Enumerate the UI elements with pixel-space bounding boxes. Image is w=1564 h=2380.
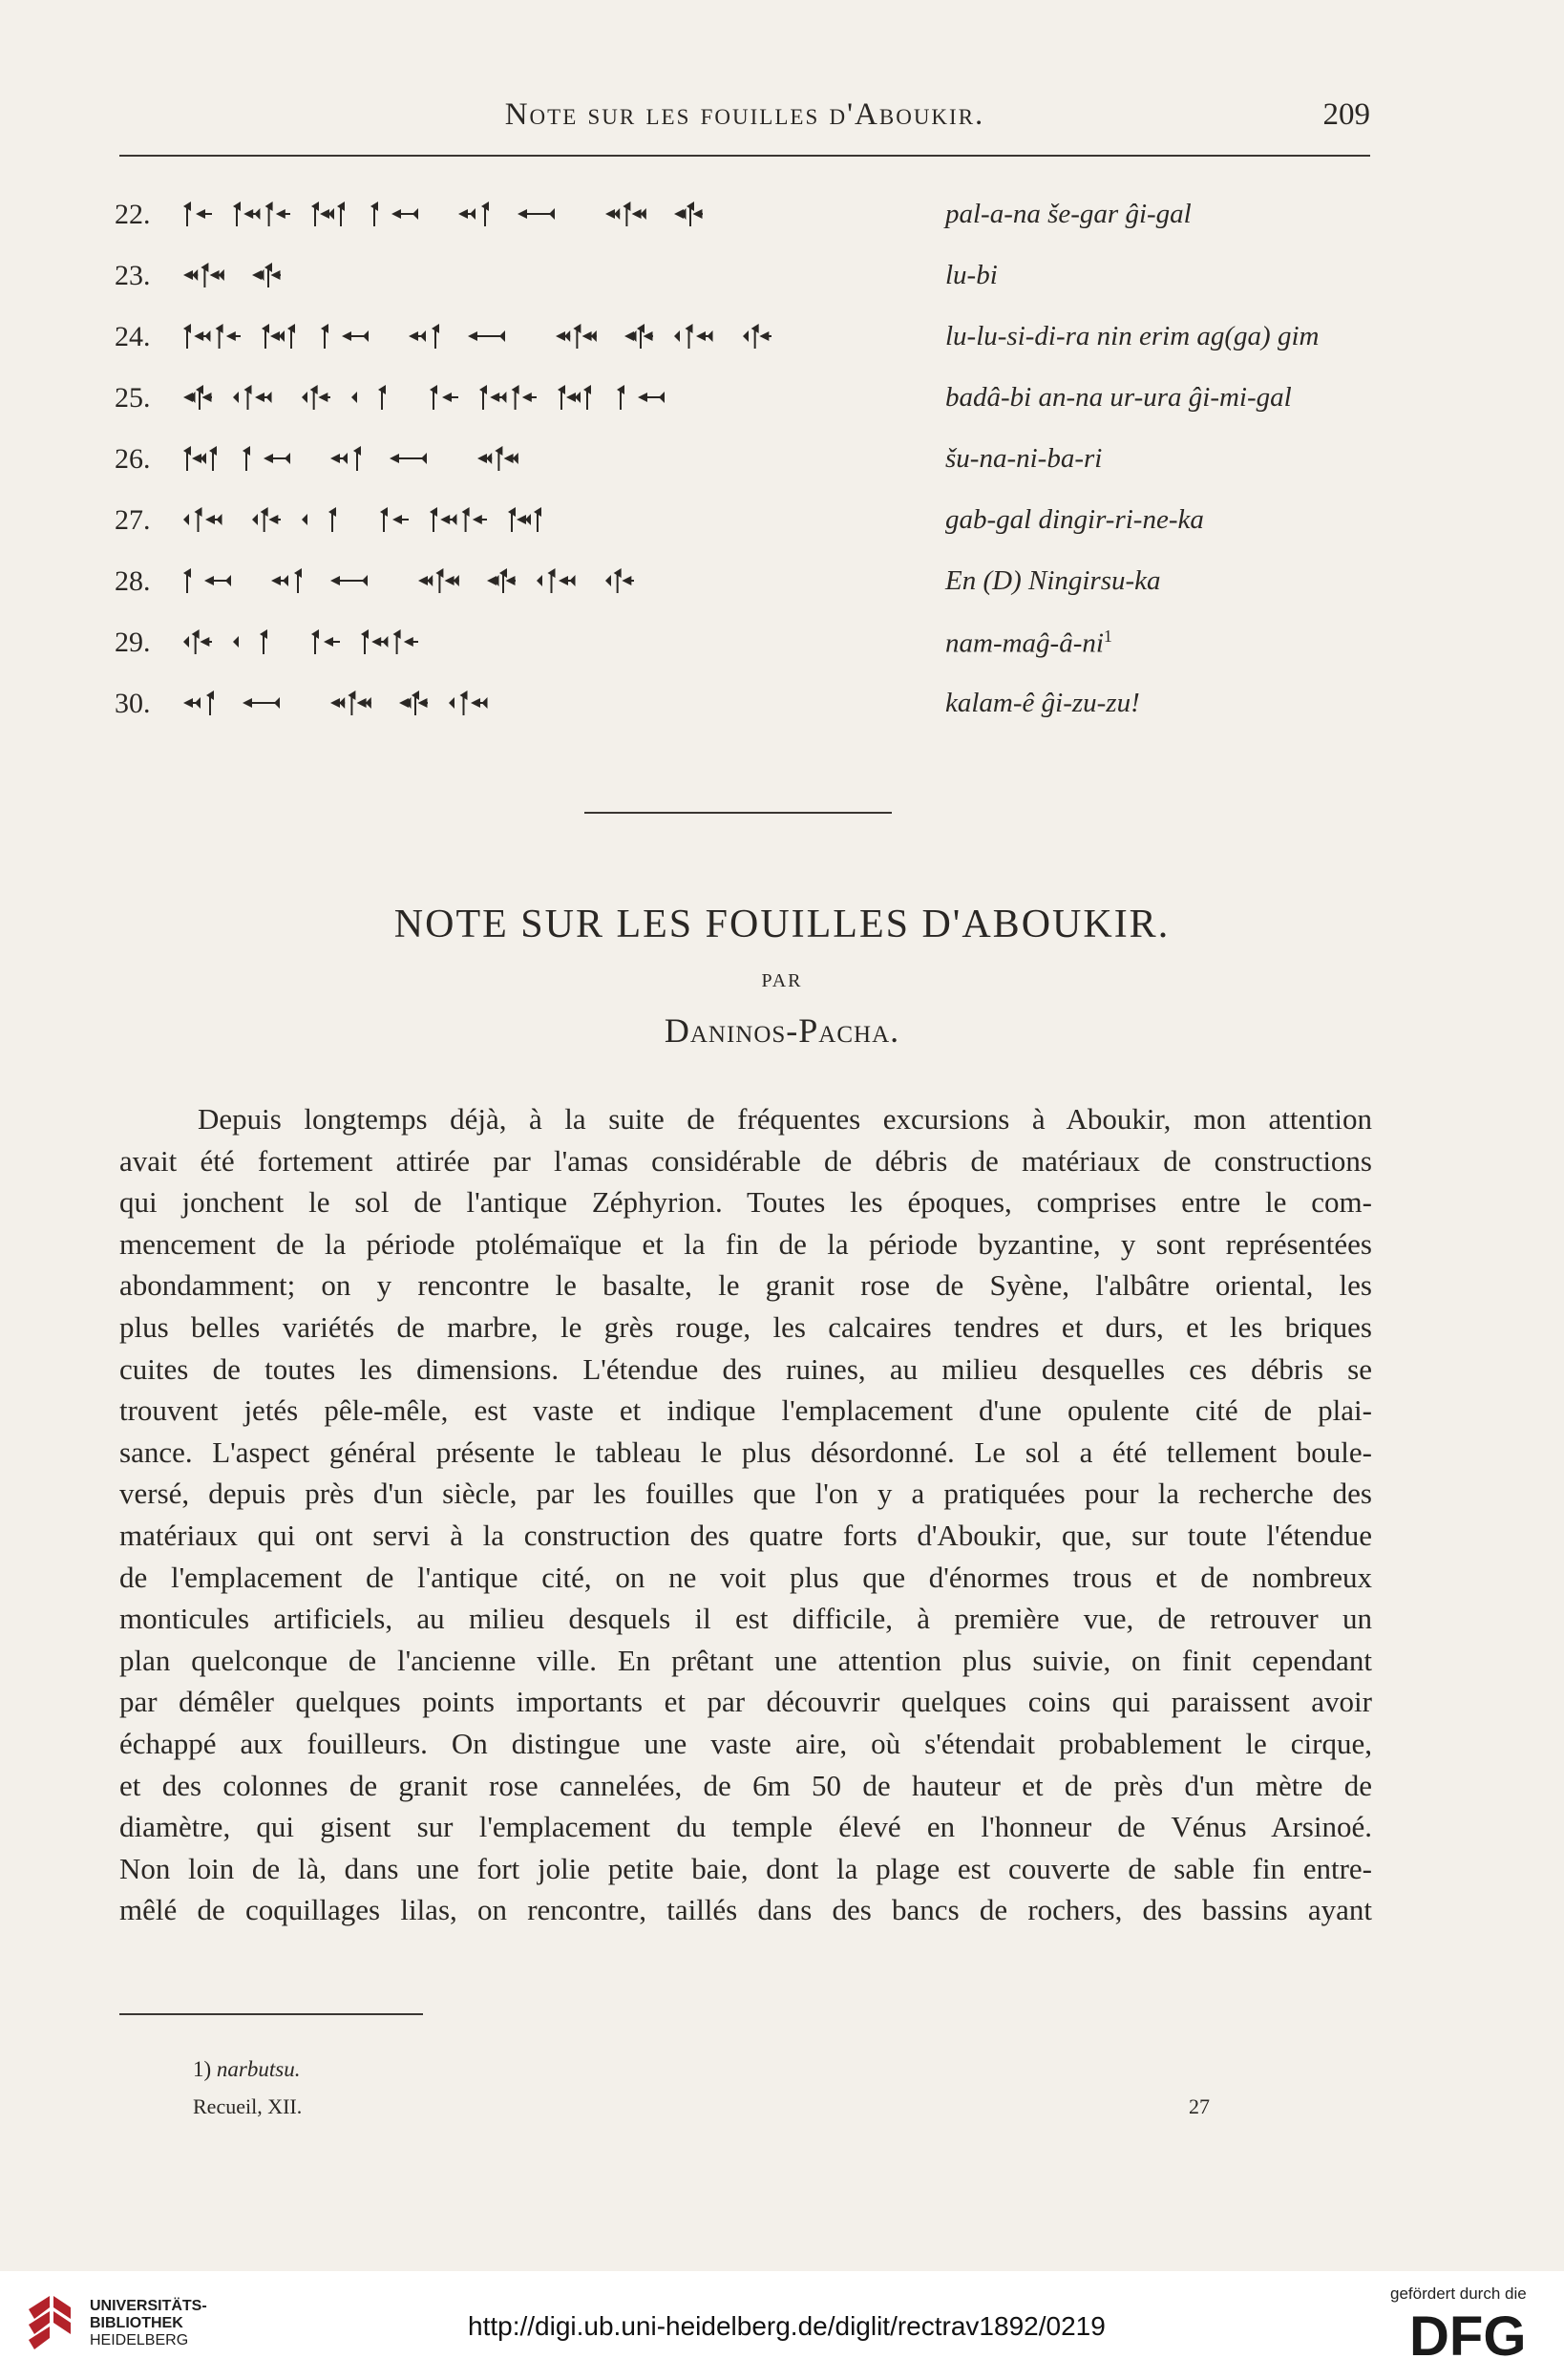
university-library-name — [90, 2298, 207, 2349]
article-byline-par: PAR — [761, 970, 803, 991]
transliteration: En (D) Ningirsu-ka — [945, 565, 1161, 596]
line-number: 29. — [115, 627, 151, 658]
cuneiform-signs-icon — [180, 376, 1020, 420]
running-header — [119, 96, 1370, 153]
transliteration: gab-gal dingir-ri-ne-ka — [945, 504, 1204, 535]
cuneiform-signs-icon — [180, 621, 1020, 665]
uni-line-1: UNIVERSITÄTS- — [90, 2298, 207, 2314]
header-rule — [119, 155, 1370, 157]
page-number: 209 — [1322, 97, 1370, 132]
cuneiform-line — [115, 558, 1375, 609]
body-line: versé, depuis près d'un siècle, par les fouilles que l'on y a pratiquées pour la recherche des — [119, 1477, 1372, 1511]
footnote-marker: 1 — [1103, 627, 1112, 646]
cuneiform-signs-icon — [180, 315, 1020, 359]
article-author: Daninos-Pacha. — [664, 1011, 900, 1050]
cuneiform-line — [115, 252, 1375, 304]
body-line: mencement de la période ptolémaïque et la fin de la période byzantine, y sont représentées — [119, 1226, 1372, 1261]
uni-line-3: HEIDELBERG — [90, 2332, 189, 2348]
body-line: de l'emplacement de l'antique cité, on ne voit plus que d'énormes trous et de nombreux — [119, 1560, 1372, 1594]
body-line: plus belles variétés de marbre, le grès rouge, les calcaires tendres et durs, et les briques — [119, 1309, 1372, 1344]
body-line: Depuis longtemps déjà, à la suite de fréquentes excursions à Aboukir, mon attention — [198, 1102, 1372, 1136]
transliteration: lu-bi — [945, 260, 998, 290]
body-line: par démêler quelques points importants et par découvrir quelques coins qui paraissent avoir — [119, 1685, 1372, 1719]
cuneiform-line — [115, 191, 1375, 243]
line-number: 26. — [115, 443, 151, 475]
body-line: trouvent jetés pêle-mêle, est vaste et indique l'emplacement d'une opulente cité de plai- — [119, 1393, 1372, 1428]
line-number: 23. — [115, 260, 151, 291]
footnote-rule — [119, 2013, 423, 2015]
uni-line-2: BIBLIOTHEK — [90, 2315, 183, 2331]
footnote — [193, 2057, 300, 2082]
line-number: 24. — [115, 321, 151, 352]
body-line: échappé aux fouilleurs. On distingue une vaste aire, où s'étendait probablement le cirque, — [119, 1726, 1372, 1760]
footnote-number: 1) — [193, 2057, 212, 2081]
cuneiform-signs-icon — [180, 560, 1020, 604]
cuneiform-signs-icon — [180, 499, 1020, 542]
article-title: NOTE SUR LES FOUILLES D'ABOUKIR. — [393, 903, 1171, 946]
footnote-text: narbutsu. — [216, 2057, 301, 2081]
body-line: sance. L'aspect général présente le tableau le plus désordonné. Le sol a été tellement boule- — [119, 1434, 1372, 1469]
body-line: qui jonchent le sol de l'antique Zéphyrion. Toutes les époques, comprises entre le com- — [119, 1185, 1372, 1220]
line-number: 22. — [115, 199, 151, 230]
cuneiform-signs-icon — [180, 682, 1020, 726]
line-number: 25. — [115, 382, 151, 414]
cuneiform-line — [115, 313, 1375, 365]
funded-by-label: gefördert durch die — [1390, 2284, 1527, 2303]
cuneiform-line — [115, 497, 1375, 548]
body-line: diamètre, qui gisent sur l'emplacement du temple élevé en l'honneur de Vénus Arsinoé. — [119, 1810, 1372, 1844]
body-line: abondamment; on y rencontre le basalte, le granit rose de Syène, l'albâtre oriental, les — [119, 1268, 1372, 1303]
university-library-logo-icon — [21, 2290, 78, 2357]
body-text — [119, 1098, 1372, 1931]
transliteration: pal-a-na še-gar ĝi-gal — [945, 199, 1192, 229]
transliteration: nam-$maĝ-â-ni^1$ — [945, 627, 1112, 659]
body-line: matériaux qui ont servi à la construction des quatre forts d'Aboukir, que, sur toute l'étendue — [119, 1518, 1372, 1552]
body-line: cuites de toutes les dimensions. L'étendue des ruines, au milieu desquelles ces débris se — [119, 1351, 1372, 1386]
line-number: 30. — [115, 688, 151, 719]
cuneiform-line — [115, 680, 1375, 732]
cuneiform-signs-icon — [180, 437, 1020, 481]
body-line: plan quelconque de l'ancienne ville. En prêtant une attention plus suivie, on finit cependant — [119, 1643, 1372, 1677]
digitization-banner — [0, 2271, 1564, 2380]
body-line: monticules artificiels, au milieu desquels il est difficile, à première vue, de retrouver un — [119, 1602, 1372, 1636]
cuneiform-signs-icon — [180, 193, 1020, 237]
transliteration: badâ-bi an-na ur-ura ĝi-mi-gal — [945, 382, 1292, 413]
cuneiform-line — [115, 374, 1375, 426]
body-line: mêlé de coquillages lilas, on rencontre, taillés dans des bancs de rochers, des bassins ayant — [119, 1893, 1372, 1927]
body-line: avait été fortement attirée par l'amas considérable de débris de matériaux de constructions — [119, 1143, 1372, 1178]
transliteration: kalam-ê ĝi-zu-zu! — [945, 688, 1140, 718]
transliteration: šu-na-ni-ba-ri — [945, 443, 1103, 474]
line-number: 27. — [115, 504, 151, 536]
line-number: 28. — [115, 565, 151, 597]
cuneiform-line — [115, 436, 1375, 487]
cuneiform-line — [115, 619, 1375, 670]
section-rule — [584, 812, 892, 814]
cuneiform-signs-icon — [180, 254, 1020, 298]
signature-number: 27 — [1189, 2094, 1210, 2118]
transliteration: lu-lu-si-di-ra nin erim ag(ga) gim — [945, 321, 1320, 351]
running-title: Note sur les fouilles d'Aboukir. — [504, 97, 985, 132]
svg-text:DFG: DFG — [1409, 2306, 1527, 2363]
source-url-link[interactable]: http://digi.ub.uni-heidelberg.de/diglit/rectrav1892/0219 — [468, 2311, 1106, 2341]
body-line: Non loin de là, dans une fort jolie petite baie, dont la plage est couverte de sable fin entre- — [119, 1851, 1372, 1885]
journal-signature: Recueil, XII. — [193, 2094, 303, 2118]
dfg-logo-icon — [1409, 2306, 1543, 2363]
body-line: et des colonnes de granit rose cannelées, de 6m 50 de hauteur et de près d'un mètre de — [119, 1768, 1372, 1802]
